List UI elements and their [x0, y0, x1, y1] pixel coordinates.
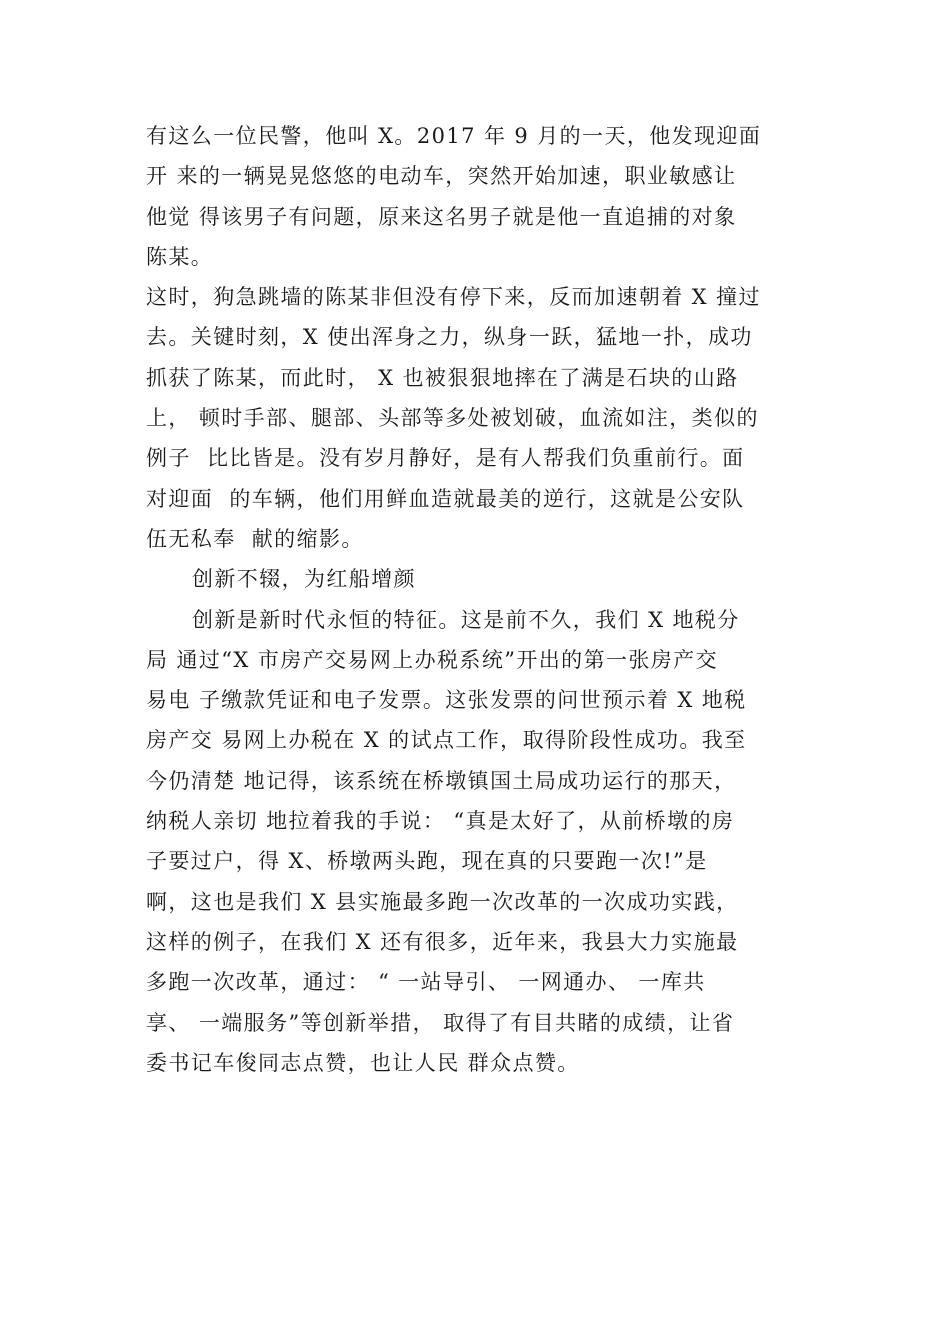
text-line: 例子 比比皆是。没有岁月静好，是有人帮我们负重前行。面: [146, 446, 745, 471]
text-line: 创新是新时代永恒的特征。这是前不久，我们 X 地税分: [192, 607, 740, 632]
text-line: 今仍清楚 地记得，该系统在桥墩镇国土局成功运行的那天，: [146, 768, 737, 793]
text-line: 对迎面 的车辆，他们用鲜血造就最美的逆行，这就是公安队: [146, 486, 745, 511]
text-line: 享、 一端服务”等创新举措， 取得了有目共睹的成绩，让省: [146, 1010, 735, 1035]
text-line: 陈某。: [146, 244, 214, 269]
text-line: 伍无私奉 献的缩影。: [146, 526, 364, 551]
text-line: 去。关键时刻，X 使出浑身之力，纵身一跃，猛地一扑，成功: [146, 325, 753, 350]
text-line: 房产交 易网上办税在 X 的试点工作，取得阶段性成功。我至: [146, 728, 747, 753]
text-line: 开 来的一辆晃晃悠悠的电动车，突然开始加速，职业敏感让: [146, 164, 737, 189]
body-text: [146, 116, 836, 1083]
text-line: 易电 子缴款凭证和电子发票。这张发票的问世预示着 X 地税: [146, 688, 747, 713]
text-line: 子要过户，得 X、桥墩两头跑，现在真的只要跑一次!”是: [146, 849, 708, 874]
text-line: 上， 顿时手部、腿部、头部等多处被划破，血流如注，类似的: [146, 406, 759, 431]
text-line: 啊，这也是我们 X 县实施最多跑一次改革的一次成功实践，: [146, 889, 739, 914]
text-line: 他觉 得该男子有问题，原来这名男子就是他一直追捕的对象: [146, 204, 737, 229]
text-line: 有这么一位民警，他叫 X。2017 年 9 月的一天，他发现迎面: [146, 124, 762, 148]
text-line: 抓获了陈某，而此时， X 也被狠狠地摔在了满是石块的山路: [146, 365, 739, 390]
text-line: 这样的例子，在我们 X 还有很多，近年来，我县大力实施最: [146, 929, 739, 954]
text-line: 委书记车俊同志点赞，也让人民 群众点赞。: [146, 1050, 580, 1075]
text-line: 纳税人亲切 地拉着我的手说： “真是太好了，从前桥墩的房: [146, 809, 735, 834]
text-line: 这时，狗急跳墙的陈某非但没有停下来，反而加速朝着 X 撞过: [146, 285, 761, 310]
text-line: 局 通过“X 市房产交易网上办税系统”开出的第一张房产交: [146, 647, 718, 672]
text-line: 多跑一次改革，通过： “ 一站导引、 一网通办、 一库共: [146, 970, 706, 995]
section-heading: 创新不辍，为红船增颜: [192, 567, 416, 592]
